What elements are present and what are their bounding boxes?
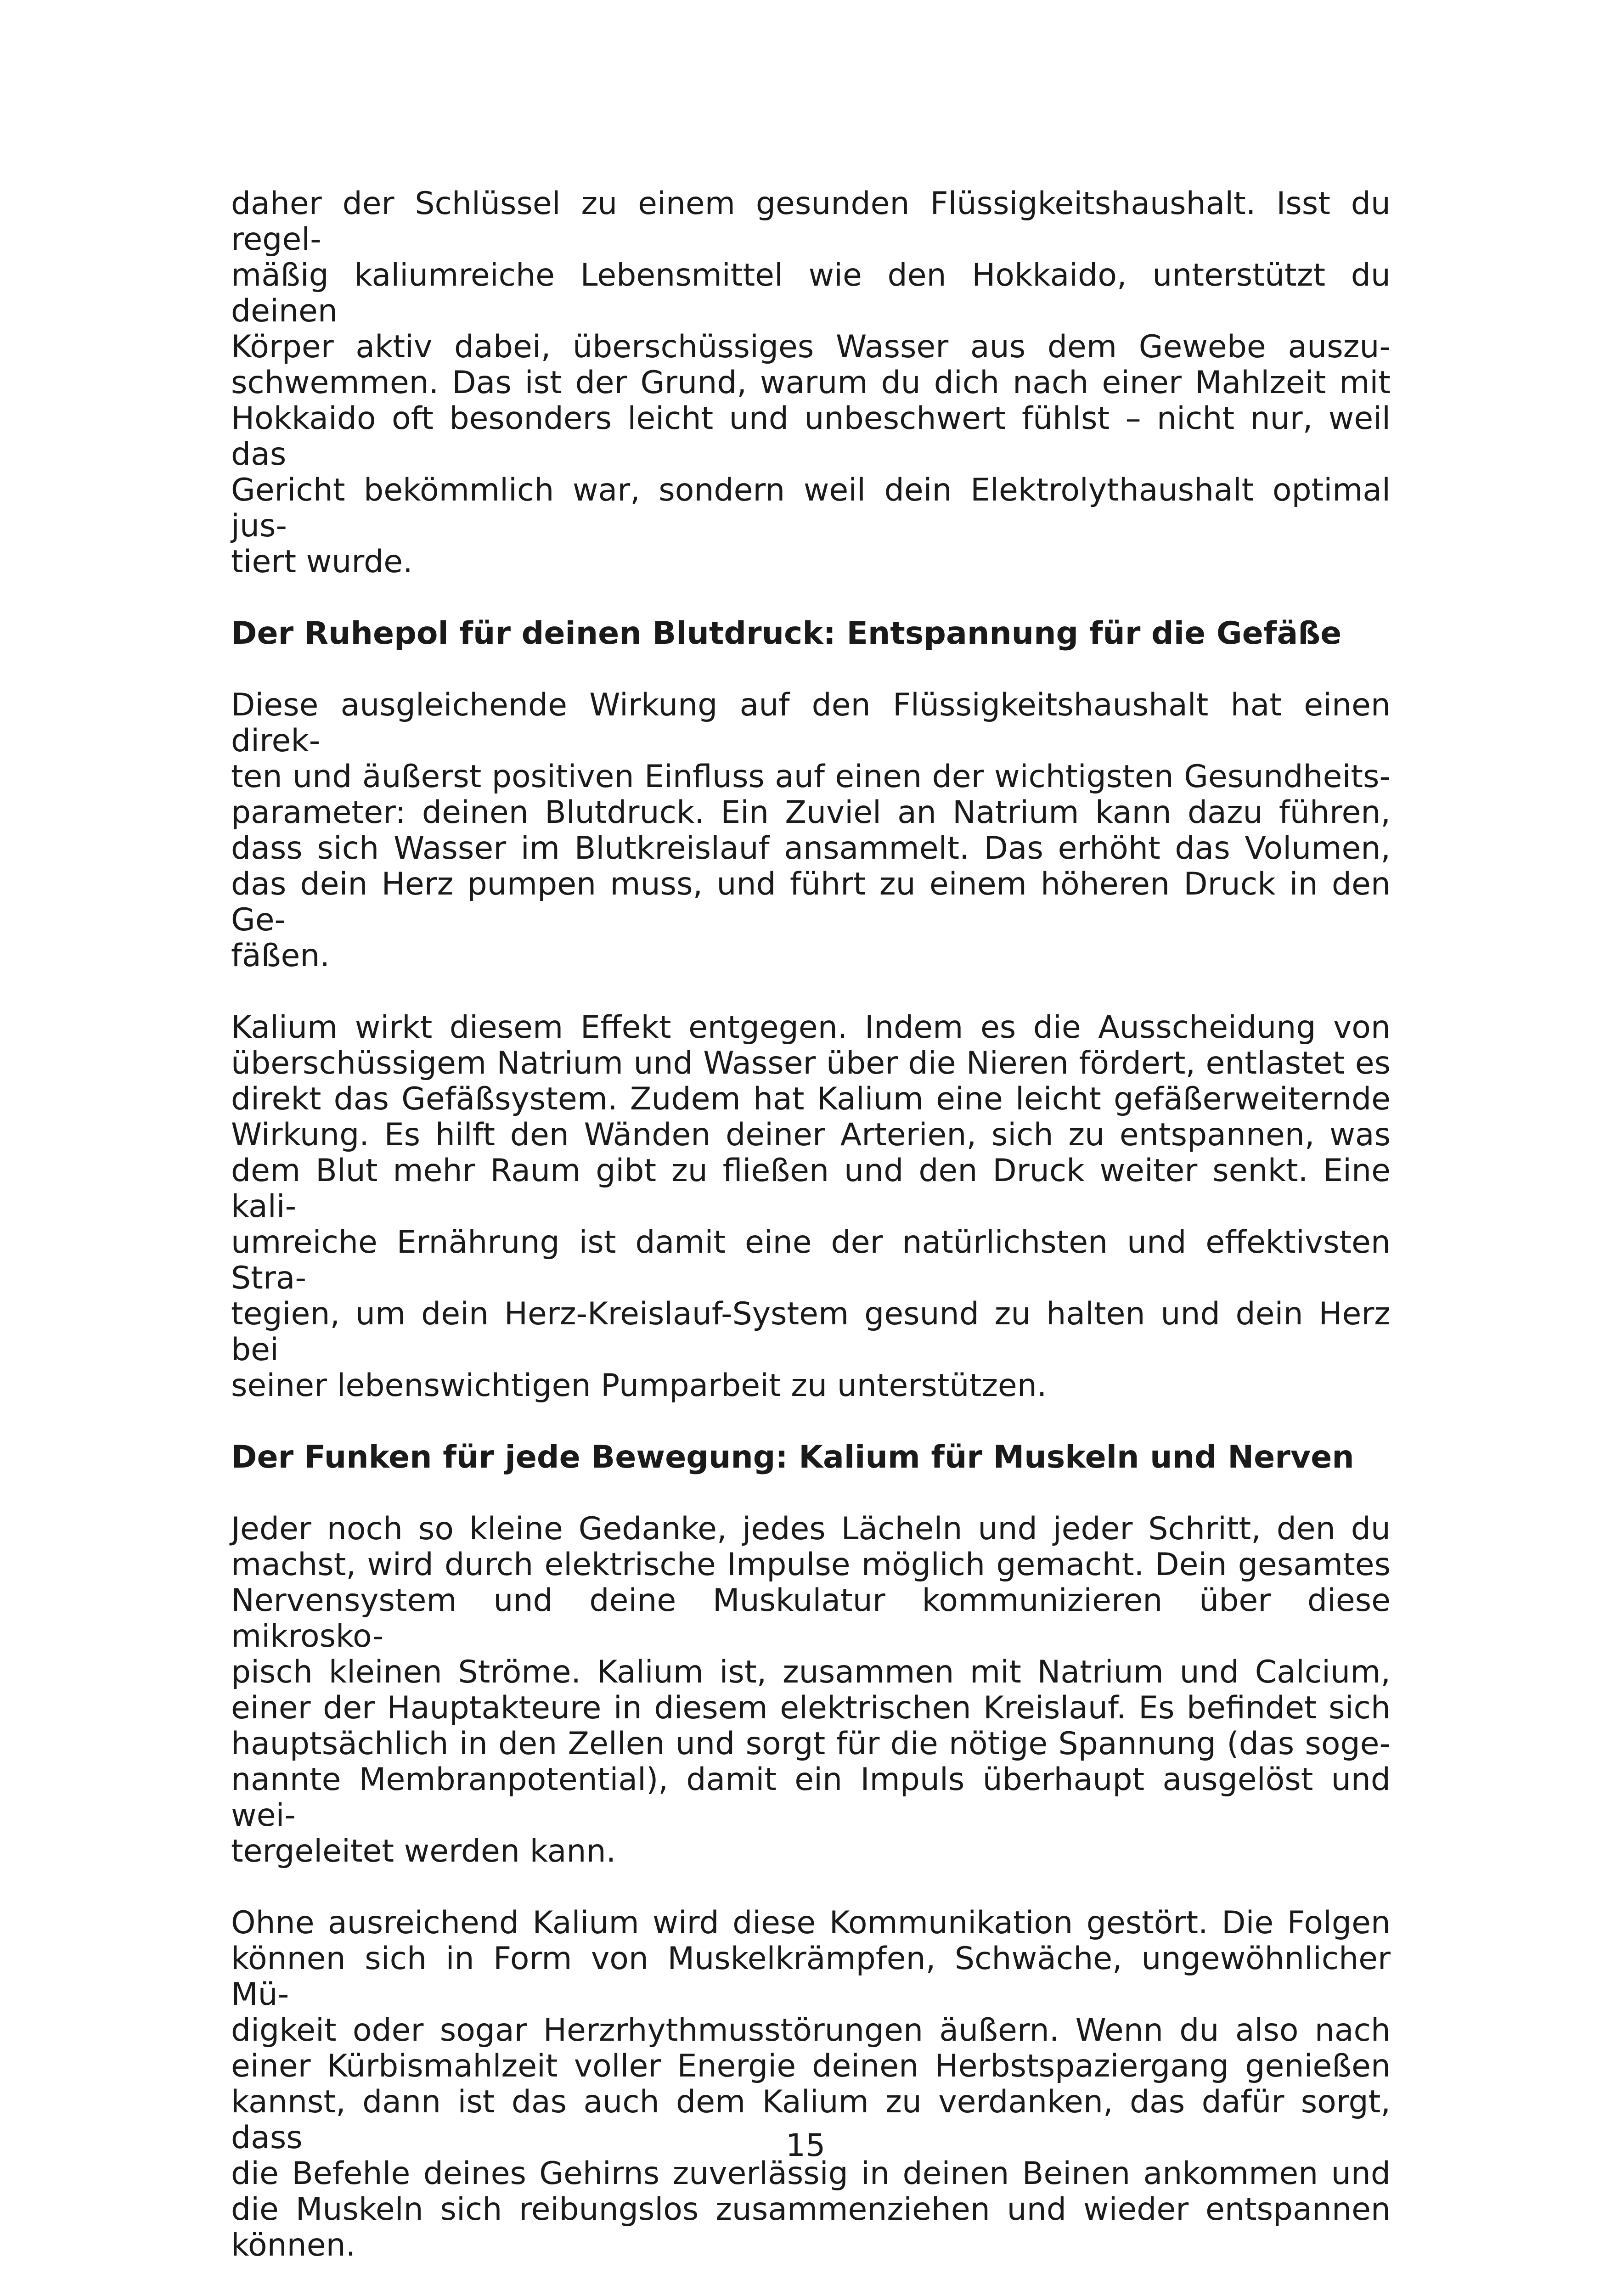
text-line: das dein Herz pumpen muss, und führt zu einem höheren Druck in den Ge- — [231, 866, 1391, 938]
text-line: tergeleitet werden kann. — [231, 1833, 616, 1869]
text-line: machst, wird durch elektrische Impulse möglich gemacht. Dein gesamtes — [231, 1547, 1391, 1583]
text-line: Gericht bekömmlich war, sondern weil dein Elektrolythaushalt optimal jus- — [231, 472, 1391, 544]
text-line: mäßig kaliumreiche Lebensmittel wie den Hokkaido, unterstützt du deinen — [231, 257, 1391, 329]
text-line: können sich in Form von Muskelkrämpfen, Schwäche, ungewöhnlicher Mü- — [231, 1941, 1391, 2013]
text-line: daher der Schlüssel zu einem gesunden Flüssigkeitshaushalt. Isst du regel- — [231, 186, 1391, 258]
text-line: direkt das Gefäßsystem. Zudem hat Kalium eine leicht gefäßerweiternde — [231, 1081, 1391, 1117]
text-line: Jeder noch so kleine Gedanke, jedes Lächeln und jeder Schritt, den du — [231, 1511, 1391, 1547]
text-line: tiert wurde. — [231, 544, 413, 580]
text-line: können. — [231, 2227, 356, 2263]
text-line: Diese ausgleichende Wirkung auf den Flüssigkeitshaushalt hat einen direk- — [231, 687, 1391, 759]
text-line: hauptsächlich in den Zellen und sorgt für die nötige Spannung (das soge- — [231, 1726, 1391, 1762]
text-line: parameter: deinen Blutdruck. Ein Zuviel an Natrium kann dazu führen, — [231, 794, 1391, 831]
text-line: nannte Membranpotential), damit ein Impuls überhaupt ausgelöst und wei- — [231, 1761, 1391, 1834]
text-line: Kalium wirkt diesem Effekt entgegen. Indem es die Ausscheidung von — [231, 1009, 1391, 1046]
text-line: einer der Hauptakteure in diesem elektrischen Kreislauf. Es befindet sich — [231, 1690, 1391, 1726]
text-line: umreiche Ernährung ist damit eine der natürlichsten und effektivsten Stra- — [231, 1224, 1391, 1296]
text-line: digkeit oder sogar Herzrhythmusstörungen äußern. Wenn du also nach — [231, 2012, 1391, 2048]
paragraph — [231, 186, 1391, 580]
text-line: Nervensystem und deine Muskulatur kommunizieren über diese mikrosko- — [231, 1582, 1391, 1654]
text-line: dem Blut mehr Raum gibt zu fließen und den Druck weiter senkt. Eine kali- — [231, 1153, 1391, 1225]
paragraph — [231, 1010, 1391, 1404]
text-line: pisch kleinen Ströme. Kalium ist, zusammen mit Natrium und Calcium, — [231, 1654, 1391, 1690]
text-line: Ohne ausreichend Kalium wird diese Kommunikation gestört. Die Folgen — [231, 1905, 1391, 1941]
text-line: fäßen. — [231, 938, 330, 974]
section-heading: Der Funken für jede Bewegung: Kalium für Muskeln und Nerven — [231, 1439, 1354, 1475]
text-line: schwemmen. Das ist der Grund, warum du dich nach einer Mahlzeit mit — [231, 365, 1391, 401]
text-line: Hokkaido oft besonders leicht und unbeschwert fühlst – nicht nur, weil das — [231, 400, 1391, 473]
text-line: seiner lebenswichtigen Pumparbeit zu unterstützen. — [231, 1367, 1047, 1404]
section-heading: Der Ruhepol für deinen Blutdruck: Entspannung für die Gefäße — [231, 615, 1342, 652]
text-line: Körper aktiv dabei, überschüssiges Wasser aus dem Gewebe auszu- — [231, 329, 1391, 365]
text-line: kannst, dann ist das auch dem Kalium zu verdanken, das dafür sorgt, dass — [231, 2084, 1391, 2156]
text-line: einer Kürbismahlzeit voller Energie deinen Herbstspaziergang genießen — [231, 2048, 1391, 2084]
paragraph — [231, 1905, 1391, 2263]
page-body — [231, 186, 1391, 2296]
paragraph — [231, 687, 1391, 974]
text-line: die Muskeln sich reibungslos zusammenziehen und wieder entspannen — [231, 2191, 1391, 2228]
text-line: dass sich Wasser im Blutkreislauf ansammelt. Das erhöht das Volumen, — [231, 830, 1391, 867]
text-line: überschüssigem Natrium und Wasser über die Nieren fördert, entlastet es — [231, 1045, 1391, 1081]
text-line: tegien, um dein Herz-Kreislauf-System gesund zu halten und dein Herz bei — [231, 1296, 1391, 1368]
text-line: ten und äußerst positiven Einfluss auf einen der wichtigsten Gesundheits- — [231, 759, 1391, 795]
page-number: 15 — [785, 2127, 826, 2164]
text-line: Wirkung. Es hilft den Wänden deiner Arterien, sich zu entspannen, was — [231, 1117, 1391, 1153]
paragraph — [231, 1511, 1391, 1869]
text-line: die Befehle deines Gehirns zuverlässig in deinen Beinen ankommen und — [231, 2155, 1391, 2192]
